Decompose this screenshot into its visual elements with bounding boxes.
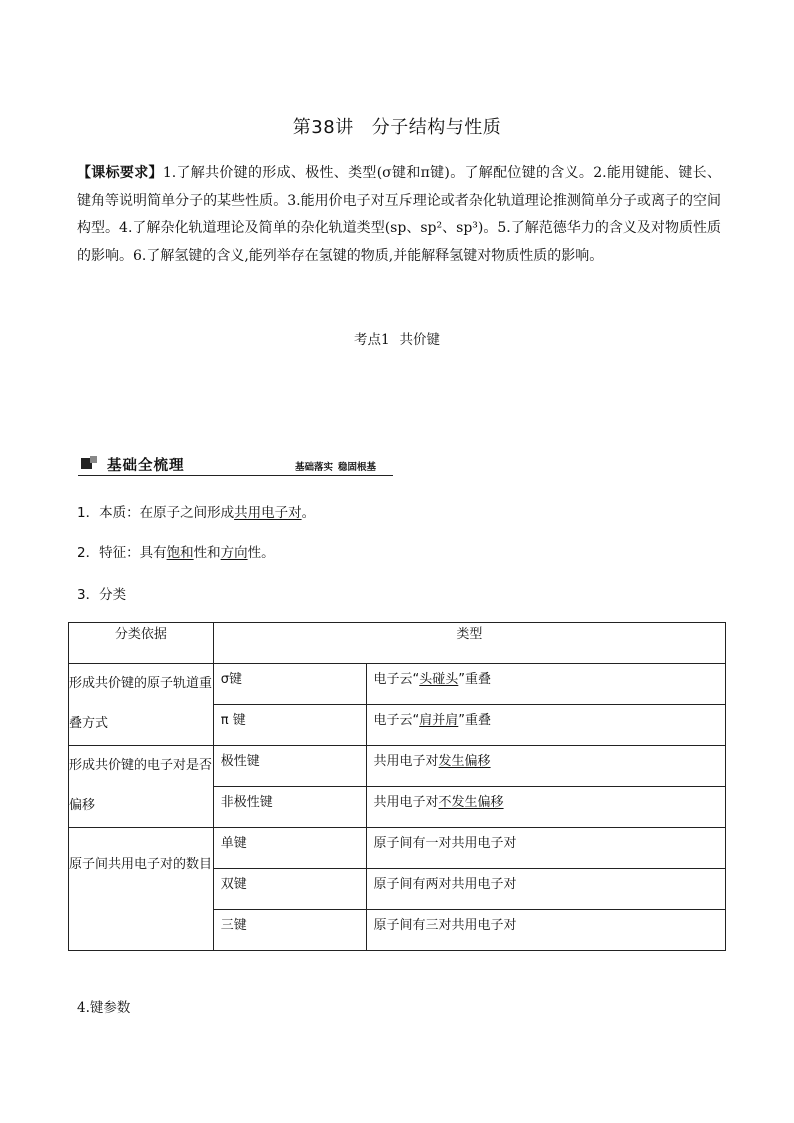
table-row <box>69 664 726 705</box>
key-term: 饱和 <box>166 545 194 561</box>
table-header-row <box>69 623 726 664</box>
point-features: 2．特征：具有饱和性和方向性。 <box>77 545 275 561</box>
desc-cell: 原子间有两对共用电子对 <box>373 877 517 892</box>
desc-cell: 电子云“头碰头”重叠 <box>373 672 492 687</box>
table-row <box>69 828 726 869</box>
header-basis: 分类依据 <box>69 623 214 664</box>
curriculum-standards <box>77 160 721 270</box>
point-essence: 1．本质：在原子之间形成共用电子对。 <box>77 505 316 521</box>
desc-cell: 原子间有一对共用电子对 <box>373 836 517 851</box>
desc-cell: 共用电子对不发生偏移 <box>373 795 504 810</box>
point-classification: 3．分类 <box>77 587 127 603</box>
lecture-number: 第38讲 <box>292 117 354 138</box>
section-title: 基础全梳理 <box>107 458 185 474</box>
type-cell: 双键 <box>220 877 247 892</box>
exam-point-name: 共价键 <box>399 332 441 348</box>
lecture-topic: 分子结构与性质 <box>371 117 502 138</box>
section-header <box>78 453 393 476</box>
basis-cell: 形成共价键的原子轨道重叠方式 <box>69 664 214 746</box>
type-cell: π 键 <box>220 713 246 728</box>
basis-cell: 原子间共用电子对的数目 <box>69 828 214 951</box>
key-term: 方向 <box>220 545 248 561</box>
type-cell: 极性键 <box>220 754 260 769</box>
section-square-icon <box>81 456 97 471</box>
type-cell: σ键 <box>220 672 243 687</box>
type-cell: 单键 <box>220 836 247 851</box>
table-row <box>69 746 726 787</box>
exam-point-heading <box>0 328 794 348</box>
classification-table <box>68 622 726 951</box>
point-bond-parameters: 4.键参数 <box>77 1000 131 1016</box>
header-type: 类型 <box>213 623 725 664</box>
type-cell: 非极性键 <box>220 795 273 810</box>
page-title <box>0 113 794 139</box>
desc-cell: 电子云“肩并肩”重叠 <box>373 713 492 728</box>
key-term: 共用电子对 <box>234 505 302 521</box>
section-subtitle: 基础落实 稳固根基 <box>295 462 377 473</box>
desc-cell: 原子间有三对共用电子对 <box>373 918 517 933</box>
desc-cell: 共用电子对发生偏移 <box>373 754 491 769</box>
standards-label: 【课标要求】 <box>77 165 163 181</box>
standards-text: 1.了解共价键的形成、极性、类型(σ键和π键)。了解配位键的含义。2.能用键能、键长、键角等说明简单分子的某些性质。3.能用价电子对互斥理论或者杂化轨道理论推测简单分子或离子的空间构型。4.了解杂化轨道理论及简单的杂化轨道类型(sp、sp²、sp³)。5.了解范德华力的含义及对物质性质的影响。6.了解氢键的含义,能列举存在氢键的物质,并能解释氢键对物质性质的影响。 <box>77 165 721 264</box>
basis-cell: 形成共价键的电子对是否偏移 <box>69 746 214 828</box>
type-cell: 三键 <box>220 918 247 933</box>
exam-point-label: 考点1 <box>353 332 390 348</box>
